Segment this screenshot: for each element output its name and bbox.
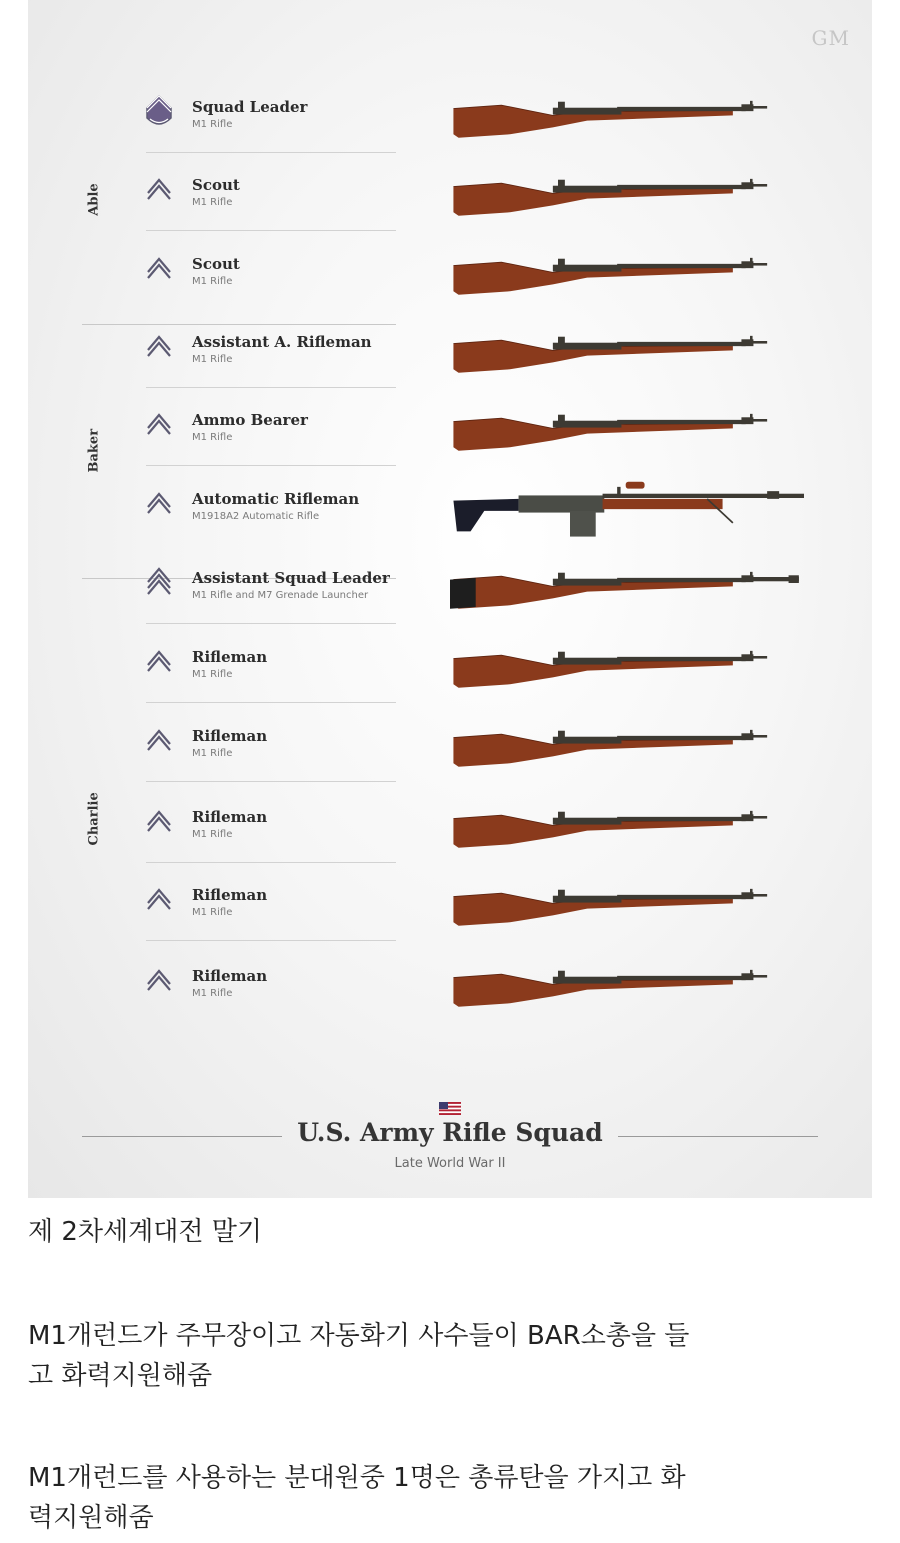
- m1-rifle-icon: [420, 323, 840, 383]
- m1-rifle-icon: [420, 638, 840, 698]
- role-weapon: M1 Rifle: [192, 197, 233, 208]
- group-label-charlie: Charlie: [86, 792, 102, 846]
- m1-rifle-icon: [420, 245, 840, 305]
- row-divider: [146, 702, 396, 703]
- private-first-class-rank-icon: [142, 480, 176, 526]
- poster-title-block: [28, 1100, 872, 1190]
- private-first-class-rank-icon: [142, 401, 176, 447]
- row-divider: [146, 781, 396, 782]
- role-title: Rifleman: [192, 967, 268, 985]
- role-weapon: M1918A2 Automatic Rifle: [192, 511, 320, 522]
- private-first-class-rank-icon: [142, 876, 176, 922]
- role-weapon: M1 Rifle: [192, 669, 233, 680]
- role-weapon: M1 Rifle: [192, 829, 233, 840]
- m1-rifle-icon: [420, 798, 840, 858]
- role-title: Automatic Rifleman: [192, 490, 360, 508]
- private-first-class-rank-icon: [142, 323, 176, 369]
- row-divider: [146, 862, 396, 863]
- role-weapon: M1 Rifle and M7 Grenade Launcher: [192, 590, 369, 601]
- private-first-class-rank-icon: [142, 957, 176, 1003]
- row-divider: [146, 230, 396, 231]
- role-weapon: M1 Rifle: [192, 432, 233, 443]
- group-divider: [82, 324, 396, 325]
- role-title: Scout: [192, 176, 240, 194]
- row-divider: [146, 940, 396, 941]
- group-label-baker: Baker: [86, 428, 102, 473]
- role-title: Assistant Squad Leader: [192, 569, 390, 587]
- private-first-class-rank-icon: [142, 245, 176, 291]
- m1-rifle-icon: [420, 401, 840, 461]
- row-divider: [146, 465, 396, 466]
- role-title: Rifleman: [192, 648, 268, 666]
- role-weapon: M1 Rifle: [192, 748, 233, 759]
- poster-subtitle: Late World War II: [394, 1156, 506, 1171]
- caption-line-1: 제 2차세계대전 말기: [28, 1217, 262, 1247]
- private-first-class-rank-icon: [142, 798, 176, 844]
- m1-rifle-icon: [420, 166, 840, 226]
- private-first-class-rank-icon: [142, 638, 176, 684]
- bar-automatic-rifle-icon: [420, 480, 840, 540]
- poster-title: U.S. Army Rifle Squad: [297, 1118, 603, 1147]
- caption-para2-line2: 고 화력지원해줌: [28, 1361, 213, 1391]
- caption-para3-line1: M1개런드를 사용하는 분대원중 1명은 총류탄을 가지고 화: [28, 1463, 686, 1493]
- role-weapon: M1 Rifle: [192, 119, 233, 130]
- row-divider: [146, 152, 396, 153]
- m1-rifle-icon: [420, 876, 840, 936]
- role-title: Squad Leader: [192, 98, 308, 116]
- private-first-class-rank-icon: [142, 717, 176, 763]
- group-label-able: Able: [86, 183, 102, 216]
- private-first-class-rank-icon: [142, 166, 176, 212]
- staff-sergeant-rank-icon: [142, 88, 176, 134]
- caption-para3-line2: 력지원해줌: [28, 1503, 154, 1533]
- role-title: Rifleman: [192, 886, 268, 904]
- m1-rifle-grenade-launcher-icon: [420, 559, 840, 619]
- caption-para2-line1: M1개런드가 주무장이고 자동화기 사수들이 BAR소총을 들: [28, 1321, 690, 1351]
- m1-rifle-icon: [420, 957, 840, 1017]
- role-title: Ammo Bearer: [192, 411, 308, 429]
- role-weapon: M1 Rifle: [192, 907, 233, 918]
- role-weapon: M1 Rifle: [192, 988, 233, 999]
- role-title: Rifleman: [192, 727, 268, 745]
- m1-rifle-icon: [420, 88, 840, 148]
- m1-rifle-icon: [420, 717, 840, 777]
- role-title: Scout: [192, 255, 240, 273]
- us-flag-icon: [439, 1102, 461, 1115]
- row-divider: [146, 387, 396, 388]
- role-title: Assistant A. Rifleman: [192, 333, 372, 351]
- role-title: Rifleman: [192, 808, 268, 826]
- squad-poster: [28, 0, 872, 1198]
- role-weapon: M1 Rifle: [192, 354, 233, 365]
- watermark: GM: [811, 26, 850, 50]
- role-weapon: M1 Rifle: [192, 276, 233, 287]
- sergeant-rank-icon: [142, 559, 176, 605]
- row-divider: [146, 623, 396, 624]
